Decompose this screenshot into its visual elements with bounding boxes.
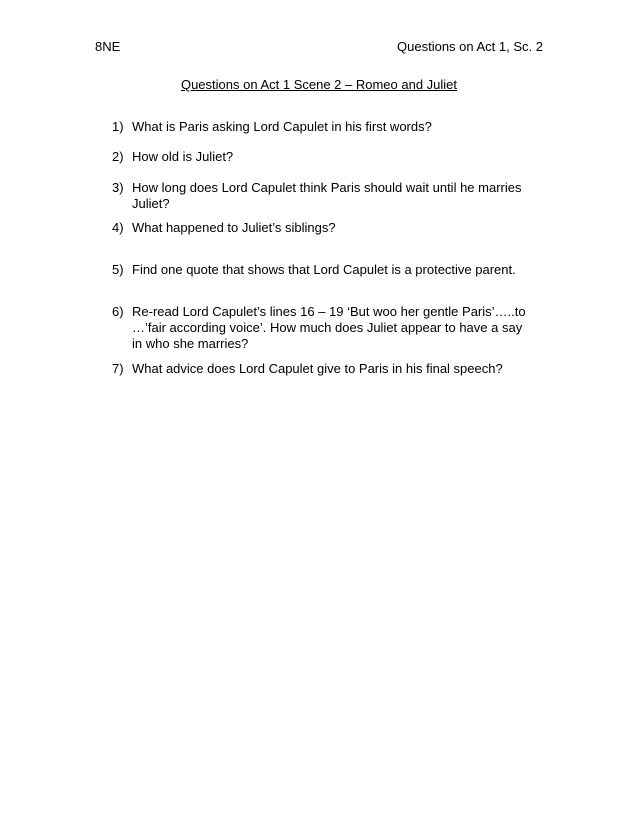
header-document-label: Questions on Act 1, Sc. 2 [397,39,543,54]
question-number: 2) [112,149,124,164]
question-text: Find one quote that shows that Lord Capulet is a protective parent. [132,262,516,277]
question-text: How long does Lord Capulet think Paris should wait until he marries Juliet? [132,180,522,211]
question-text: What advice does Lord Capulet give to Paris in his final speech? [132,361,503,376]
question-text: What happened to Juliet’s siblings? [132,220,336,235]
question-text: How old is Juliet? [132,149,234,164]
document-title-text: Questions on Act 1 Scene 2 – Romeo and Juliet [180,77,458,92]
question-number: 4) [112,220,124,235]
question-number: 6) [112,304,124,319]
question-text: Re-read Lord Capulet’s lines 16 – 19 ‘But woo her gentle Paris’…..to …’fair according voice’. How much does Juliet appear to have a say in who she marries? [132,304,526,351]
question-number: 3) [112,180,124,195]
header-class-code: 8NE [95,39,121,54]
document-title [0,77,638,93]
question-number: 7) [112,361,124,376]
question-number: 5) [112,262,124,277]
question-text: What is Paris asking Lord Capulet in his first words? [132,119,432,134]
question-number: 1) [112,119,124,134]
